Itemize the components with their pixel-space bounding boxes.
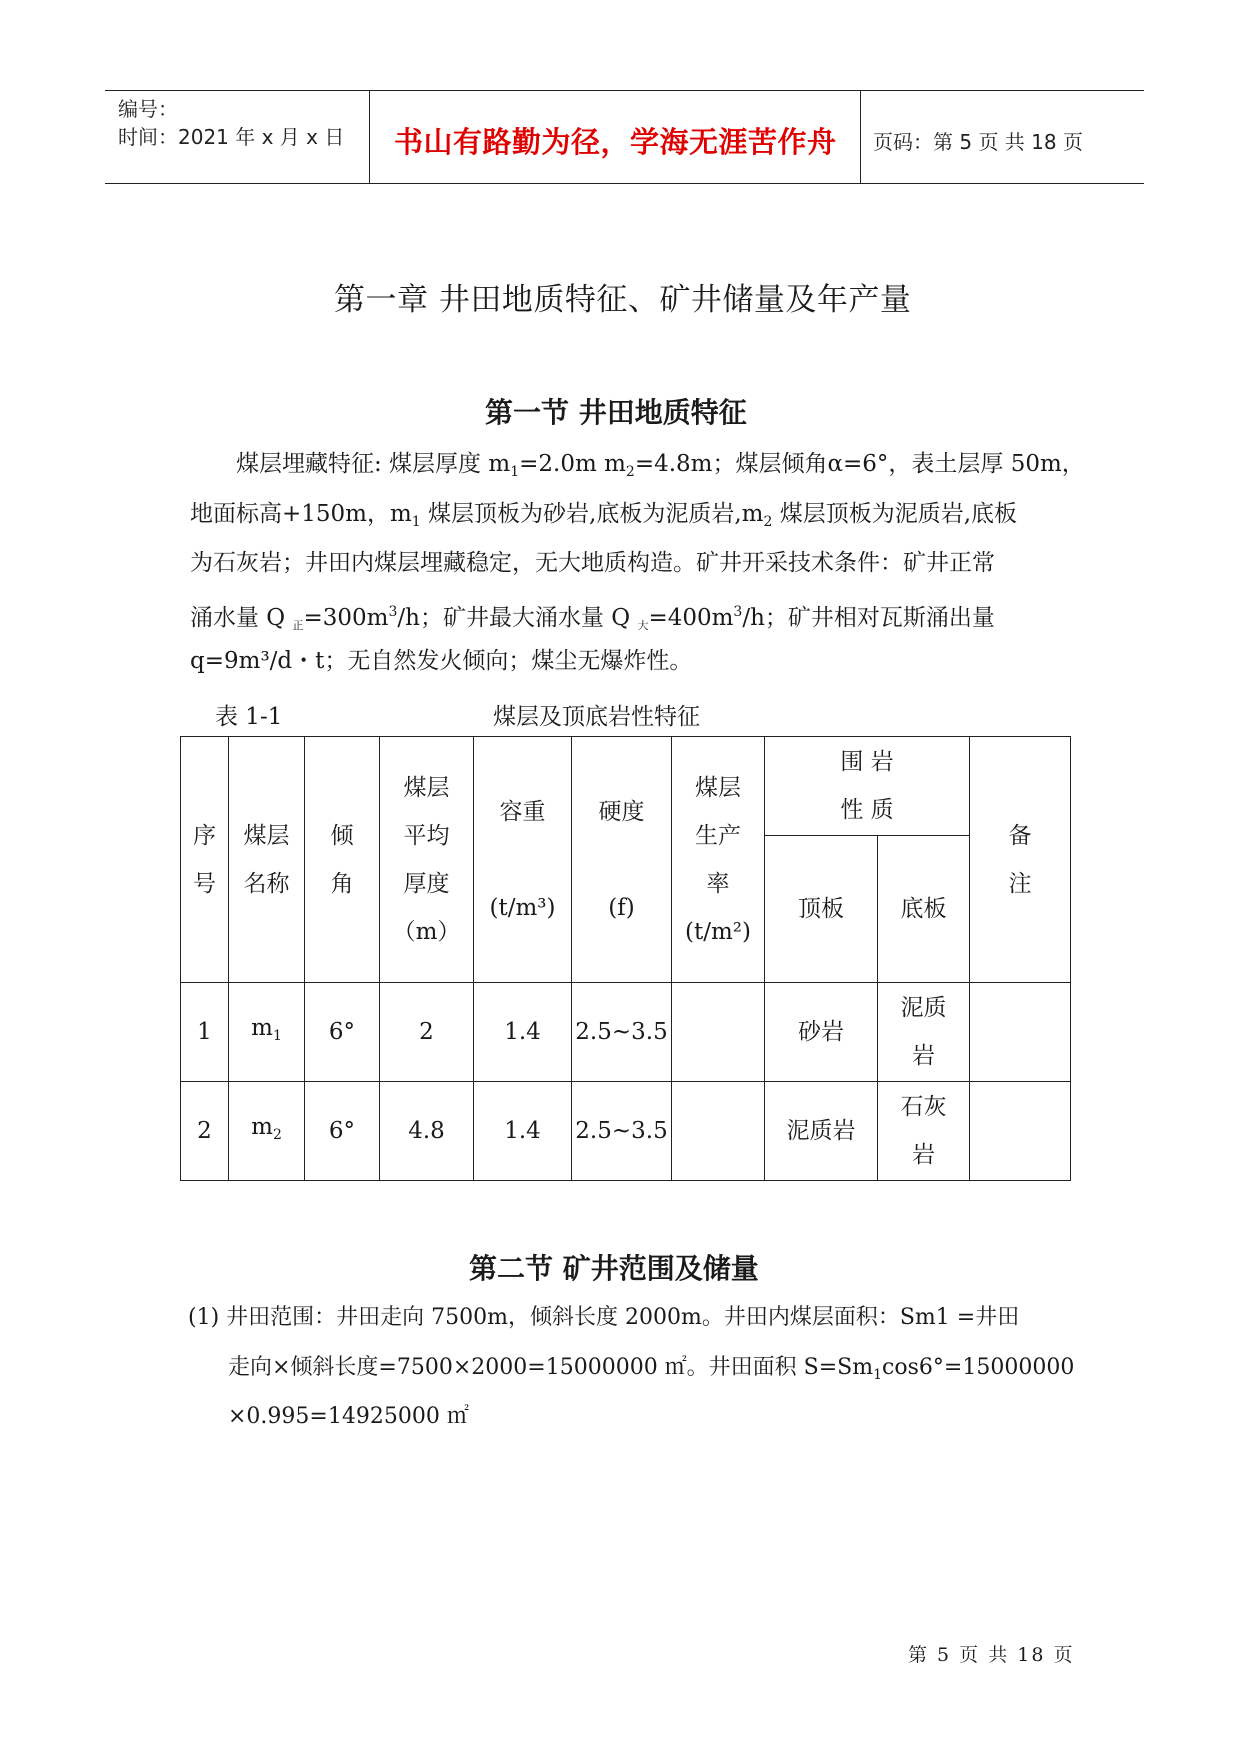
header-dip: 倾 角 bbox=[305, 737, 380, 983]
header-floor: 底板 bbox=[878, 836, 970, 983]
cell-roof: 砂岩 bbox=[765, 983, 878, 1082]
cell-floor: 石灰 岩 bbox=[878, 1082, 970, 1181]
table-row bbox=[181, 1082, 1071, 1181]
cell-thickness: 4.8 bbox=[380, 1082, 474, 1181]
header-roof: 顶板 bbox=[765, 836, 878, 983]
strata-table bbox=[180, 736, 1071, 1181]
section1-line4: 涌水量 Q 正$=300m^3/h$；矿井最大涌水量 Q 大$=400m^3/h$；矿井相对瓦斯涌出量 bbox=[190, 604, 995, 632]
header-number-label: 编号： bbox=[118, 97, 178, 121]
header-divider-left bbox=[369, 90, 370, 183]
header-seq: 序 号 bbox=[181, 737, 229, 983]
cell-density: 1.4 bbox=[474, 983, 572, 1082]
cell-density: 1.4 bbox=[474, 1082, 572, 1181]
section1-line3: 为石灰岩；井田内煤层埋藏稳定，无大地质构造。矿井开采技术条件：矿井正常 bbox=[190, 550, 995, 576]
cell-seq: 1 bbox=[181, 983, 229, 1082]
header-hardness: 硬度 (f) bbox=[572, 737, 672, 983]
table-caption-number: 表 1-1 bbox=[215, 704, 283, 730]
cell-name: $m_2$ bbox=[229, 1082, 305, 1181]
section2-line1: (1) 井田范围：井田走向 7500m，倾斜长度 2000m。井田内煤层面积：Sm1 =井田 bbox=[188, 1305, 1020, 1330]
section2-title: 第二节 矿井范围及储量 bbox=[469, 1252, 759, 1285]
cell-seq: 2 bbox=[181, 1082, 229, 1181]
cell-hardness: 2.5~3.5 bbox=[572, 983, 672, 1082]
cell-productivity bbox=[672, 983, 765, 1082]
section1-line2: 地面标高+150m，$m_1$ 煤层顶板为砂岩,底板为泥质岩$,m_2$ 煤层顶板为泥质岩,底板 bbox=[190, 501, 1018, 530]
header-top-rule bbox=[105, 90, 1144, 91]
header-surrounding-rock: 围 岩 性 质 bbox=[765, 737, 970, 836]
section1-line1: 煤层埋藏特征: 煤层厚度 $m_1=2.0m$ $m_2=4.8m$；煤层倾角α=6°，表土层厚 50m， bbox=[236, 451, 1085, 480]
cell-roof: 泥质岩 bbox=[765, 1082, 878, 1181]
cell-dip: 6° bbox=[305, 983, 380, 1082]
header-bottom-rule bbox=[105, 183, 1144, 184]
table-caption-title: 煤层及顶底岩性特征 bbox=[493, 704, 700, 730]
header-thickness: 煤层 平均 厚度 （m） bbox=[380, 737, 474, 983]
section1-title: 第一节 井田地质特征 bbox=[485, 396, 747, 429]
cell-hardness: 2.5~3.5 bbox=[572, 1082, 672, 1181]
page-footer: 第 5 页 共 18 页 bbox=[908, 1644, 1075, 1666]
section2-line2: 走向×倾斜长度=7500×2000=15000000 ㎡。井田面积 $S=Sm_1\cos 6^\circ=15000000$ bbox=[228, 1355, 1075, 1383]
header-time-label: 时间：2021 年 x 月 x 日 bbox=[118, 125, 345, 149]
cell-name: $m_1$ bbox=[229, 983, 305, 1082]
cell-dip: 6° bbox=[305, 1082, 380, 1181]
header-name: 煤层 名称 bbox=[229, 737, 305, 983]
section1-line5: q=9m³/d・t；无自然发火倾向；煤尘无爆炸性。 bbox=[190, 648, 693, 674]
chapter-title: 第一章 井田地质特征、矿井储量及年产量 bbox=[334, 282, 912, 318]
cell-remark bbox=[970, 983, 1071, 1082]
header-remark: 备 注 bbox=[970, 737, 1071, 983]
table-row bbox=[181, 983, 1071, 1082]
header-productivity: 煤层 生产 率 (t/m²) bbox=[672, 737, 765, 983]
header-divider-right bbox=[860, 90, 861, 183]
header-page-label: 页码：第 5 页 共 18 页 bbox=[873, 130, 1083, 154]
cell-floor: 泥质 岩 bbox=[878, 983, 970, 1082]
header-motto: 书山有路勤为径，学海无涯苦作舟 bbox=[394, 125, 837, 159]
cell-remark bbox=[970, 1082, 1071, 1181]
header-density: 容重 (t/m³) bbox=[474, 737, 572, 983]
cell-thickness: 2 bbox=[380, 983, 474, 1082]
section2-line3: ×0.995=14925000 ㎡ bbox=[228, 1404, 469, 1429]
cell-productivity bbox=[672, 1082, 765, 1181]
